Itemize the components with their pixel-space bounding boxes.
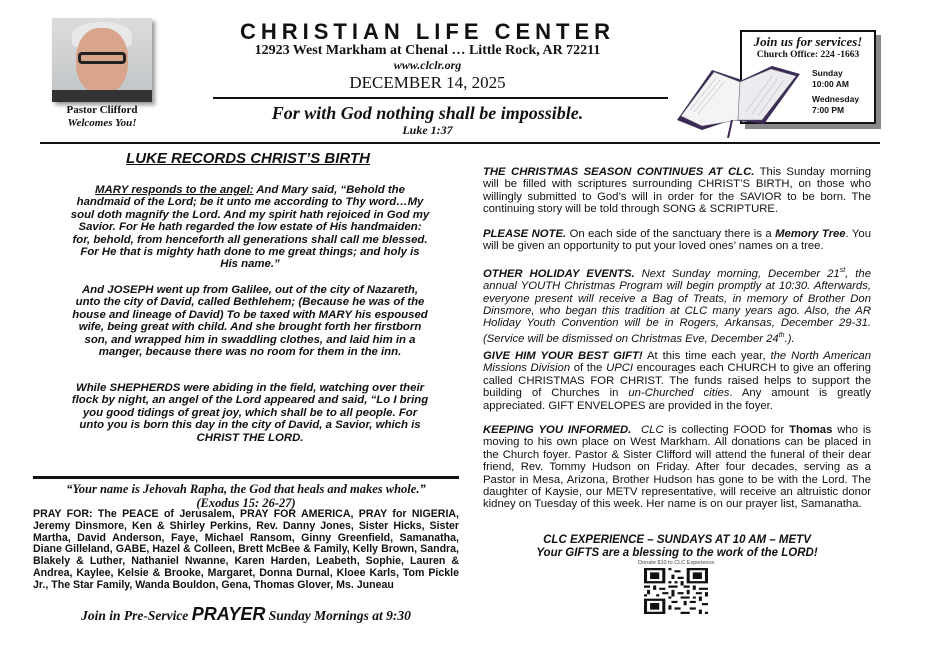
joseph-paragraph: And JOSEPH went up from Galilee, out of the city of Nazareth, unto the city of David, called Bethlehem; (Because he was of the house and lineage of David) To be taxed with MARY his espoused wife, being great with child. And she brought forth her firstborn son, and wrapped him in swaddling clothes, and laid him in a manger, because there was no room for them in the inn.: [72, 284, 428, 359]
church-website[interactable]: www.clclr.org: [393, 58, 462, 72]
emphasis: UPCI: [606, 362, 634, 375]
paragraph-heading: KEEPING YOU INFORMED.: [483, 424, 632, 436]
paragraph-heading: PLEASE NOTE.: [483, 228, 567, 240]
paragraph-text: Next Sunday morning, December 21: [634, 267, 840, 280]
emphasis: un-Churched cities: [628, 387, 730, 400]
paragraph-heading: GIVE HIM YOUR BEST GIFT!: [483, 350, 643, 362]
services-heading: Join us for services!: [753, 34, 863, 49]
prayer-list: PRAY FOR: The PEACE of Jerusalem, PRAY FOR AMERICA, PRAY for NIGERIA, Jeremy Dinsmore, Ken & Shirley Perkins, Rev. Danny Jones, Sister Hicks, Sister Martha, David Anderson, Faye, Michael Ransom, Ginny Greenfield, Samanatha, Diane Gilleland, GABE, Hazel & Colleen, Brett McBee & Family, Kelly Brown, Sandra, Blakely & Luther, Nathaniel Nwanne, Karen Harden, Leabeth, Sophie, Lauren & Andrea, Kaylee, Kelsie & Brooke, Margaret, Donna Durnal, Kloee Karls, Tom Pickle Jr., The Star Family, Wanda Bouldon, Gena, Thomas Glover, Ms. Juneau: [33, 508, 459, 591]
paragraph-text: of the: [570, 362, 607, 375]
pre-service-prayer: [33, 604, 459, 625]
qr-code[interactable]: [644, 568, 708, 614]
mary-lead: MARY responds to the angel:: [95, 184, 254, 196]
header-divider: [40, 142, 880, 144]
paragraph-text: .).: [784, 332, 795, 345]
please-note-paragraph: [483, 228, 871, 253]
pastor-photo: [52, 18, 152, 102]
church-address: 12923 West Markham at Chenal … Little Rock, AR 72211: [254, 43, 601, 58]
paragraph-text: , the annual YOUTH Christmas Program will begin promptly at 10:30. Afterwards, everyone present will receive a Bag of Treats, in memory of Brother Don Dinsmore, who began this tradition at CLC many years ago. Also, the AR Holiday Youth Convention will be in Rogers, Arkansas, December 29-31. (Service will be dismissed on Christmas Eve, December 24: [483, 267, 871, 345]
quote-reference: (Exodus 15: 26-27): [196, 496, 296, 510]
mary-paragraph: [70, 184, 430, 271]
paragraph-text: This Sunday morning will be filled with scriptures surrounding CHRIST’S BIRTH, on those who willingly submitted to God’s will in order for the SAVIOR to be born. The continuing story will be told through SONG & SCRIPTURE.: [483, 166, 871, 216]
healing-quote: “Your name is Jehovah Rapha, the God that heals and makes whole.”: [66, 482, 426, 496]
best-gift-paragraph: [483, 350, 871, 412]
holiday-events-paragraph: [483, 265, 871, 345]
paragraph-text: who is moving to his own place on West Markham. All donations can be placed in the Church foyer. Pastor & Sister Clifford will attend the funeral of their dear friend, Rev. Tommy Hudson on Friday. After four decades, serving as a Pastor in Mesa, Arizona, Brother Hudson has gone to be with the Lord. The daughter of Kaysie, our METV representative, will receive an altruistic donor kidney on Tuesday of this week. Her name is on our prayer list, Samanatha.: [483, 424, 872, 511]
church-name: CHRISTIAN LIFE CENTER: [239, 19, 616, 44]
paragraph-text: . Any amount is greatly appreciated. GIFT ENVELOPES are provided in the foyer.: [483, 387, 871, 412]
divider: [33, 476, 459, 479]
paragraph-text: At this time each year,: [642, 350, 771, 362]
wednesday-time: 7:00 PM: [812, 105, 845, 115]
prayer-pre: Join in Pre-Service: [81, 608, 192, 623]
memory-tree: Memory Tree: [775, 228, 846, 240]
prayer-word: PRAYER: [191, 604, 266, 624]
donate-caption: Donate $10 to CLC Experience.: [638, 560, 716, 566]
paragraph-heading: OTHER HOLIDAY EVENTS.: [483, 267, 635, 280]
bible-icon: [672, 58, 802, 138]
bulletin-date: DECEMBER 14, 2025: [349, 73, 506, 92]
pastor-caption: Welcomes You!: [67, 117, 137, 129]
sunday-time: 10:00 AM: [812, 79, 850, 89]
section-heading: LUKE RECORDS CHRIST’S BIRTH: [126, 150, 370, 167]
emphasis: CLC: [641, 424, 664, 436]
emphasis: Thomas: [789, 424, 833, 436]
paragraph-heading: THE CHRISTMAS SEASON CONTINUES AT CLC.: [483, 166, 755, 178]
christmas-season-paragraph: [483, 166, 871, 216]
ordinal-suffix: st: [839, 267, 846, 274]
pastor-name: Pastor Clifford: [66, 104, 138, 116]
keeping-informed-paragraph: [483, 424, 871, 511]
paragraph-text: encourages each CHURCH to give an offering called CHRISTMAS FOR CHRIST. The funds raised helps to support the building of Churches in: [483, 362, 871, 400]
gifts-blessing: Your GIFTS are a blessing to the work of the LORD!: [536, 547, 818, 559]
motto: For with God nothing shall be impossible.: [271, 103, 584, 123]
mary-text: And Mary said, “Behold the handmaid of the Lord; be it unto me according to Thy word…My soul doth magnify the Lord. And my spirit hath rejoiced in God my Savior. For He hath regarded the low estate of His handmaiden: for, behold, from henceforth all generations shall call me blessed. For He that is mighty hath done to me great things; and holy is His name.”: [70, 184, 430, 271]
ordinal-suffix: th: [778, 331, 785, 339]
paragraph-text: is collecting FOOD for: [663, 424, 790, 436]
clc-experience: CLC EXPERIENCE – SUNDAYS AT 10 AM – METV: [543, 534, 811, 546]
shepherds-paragraph: While SHEPHERDS were abiding in the field, watching over their flock by night, an angel of the Lord appeared and said, “Lo I bring you good tidings of great joy, which shall be to all people. For unto you is born this day in the city of David, a Savior, which is CHRIST THE LORD.: [71, 382, 429, 444]
church-office-phone: Church Office: 224 -1663: [756, 50, 860, 60]
prayer-post: Sunday Mornings at 9:30: [265, 608, 411, 623]
wednesday-label: Wednesday: [812, 94, 860, 104]
divider: [213, 97, 668, 99]
emphasis: the North American Missions Division: [483, 350, 872, 375]
paragraph-text: On each side of the sanctuary there is a: [566, 228, 776, 240]
motto-reference: Luke 1:37: [402, 123, 453, 137]
sunday-label: Sunday: [812, 68, 843, 78]
paragraph-text: . You will be given an opportunity to put your loved ones’ names on a tree.: [483, 228, 871, 253]
